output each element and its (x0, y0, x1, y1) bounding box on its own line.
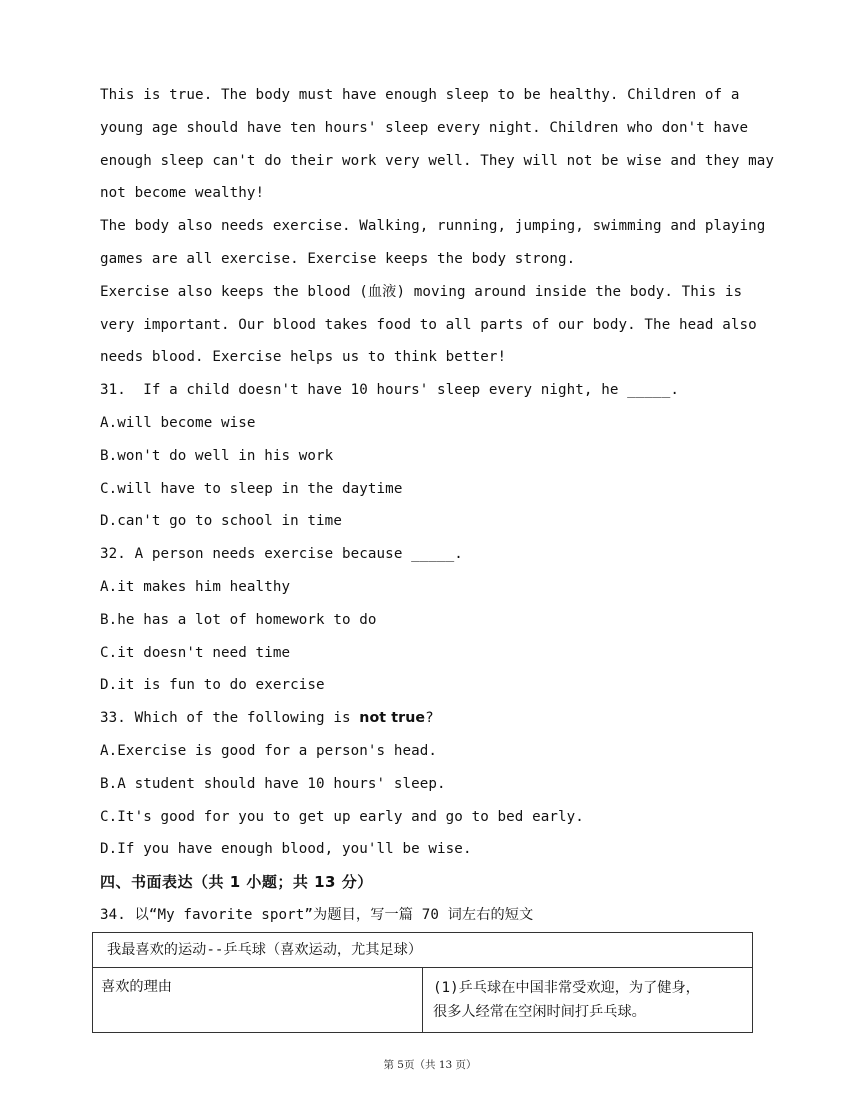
question-33-option-b: B.A student should have 10 hours' sleep. (100, 775, 446, 792)
passage-line: games are all exercise. Exercise keeps the body strong. (100, 250, 576, 267)
question-31-option-d: D.can't go to school in time (100, 513, 342, 530)
writing-outline-table (92, 932, 753, 1033)
outline-row-content (423, 968, 753, 1033)
question-33-option-a: A.Exercise is good for a person's head. (100, 742, 438, 759)
passage-line: very important. Our blood takes food to all parts of our body. The head also (100, 316, 757, 333)
question-32-option-c: C.it doesn't need time (100, 644, 291, 661)
question-31-option-a: A.will become wise (100, 414, 256, 431)
page-footer: 第 5页（共 13 页） (383, 1059, 477, 1071)
passage-line: The body also needs exercise. Walking, running, jumping, swimming and playing (100, 218, 766, 235)
question-31-option-c: C.will have to sleep in the daytime (100, 480, 403, 497)
passage-line: not become wealthy! (100, 185, 265, 202)
passage-line: This is true. The body must have enough sleep to be healthy. Children of a (100, 87, 740, 103)
passage-line: enough sleep can't do their work very well. They will not be wise and they may (100, 152, 775, 169)
outline-content-line: 很多人经常在空闲时间打乒乓球。 (433, 1004, 646, 1020)
question-33-option-c: C.It's good for you to get up early and go to bed early. (100, 808, 584, 825)
question-32-option-a: A.it makes him healthy (100, 578, 291, 595)
question-33-option-d: D.If you have enough blood, you'll be wise. (100, 841, 472, 858)
question-33-stem-start: 33. Which of the following is (100, 710, 360, 727)
question-31-option-b: B.won't do well in his work (100, 447, 334, 464)
outline-row-label: 喜欢的理由 (93, 968, 423, 1033)
section-heading: 四、书面表达（共 1 小题；共 13 分） (100, 873, 373, 892)
outline-reason-row (93, 968, 753, 1033)
passage-line: young age should have ten hours' sleep every night. Children who don't have (100, 119, 749, 136)
question-33-emphasis: not true (359, 710, 426, 727)
question-32-stem: 32. A person needs exercise because _____. (100, 546, 463, 563)
outline-header-row (93, 933, 753, 968)
question-33-stem-end: ? (425, 710, 434, 727)
outline-header-cell: 我最喜欢的运动--乒乓球（喜欢运动，尤其足球） (93, 933, 753, 968)
question-32-option-b: B.he has a lot of homework to do (100, 611, 377, 628)
passage-line: needs blood. Exercise helps us to think better! (100, 349, 507, 366)
outline-content-line: (1)乒乓球在中国非常受欢迎，为了健身， (433, 980, 700, 996)
page-content (100, 79, 775, 932)
question-33-stem (100, 702, 765, 735)
writing-prompt: 34. 以“My favorite sport”为题目，写一篇 70 词左右的短文 (100, 906, 534, 923)
question-31-stem: 31. If a child doesn't have 10 hours' sleep every night, he _____. (100, 382, 679, 399)
question-32-option-d: D.it is fun to do exercise (100, 677, 325, 694)
passage-line: Exercise also keeps the blood (血液) moving around inside the body. This is (100, 283, 743, 300)
